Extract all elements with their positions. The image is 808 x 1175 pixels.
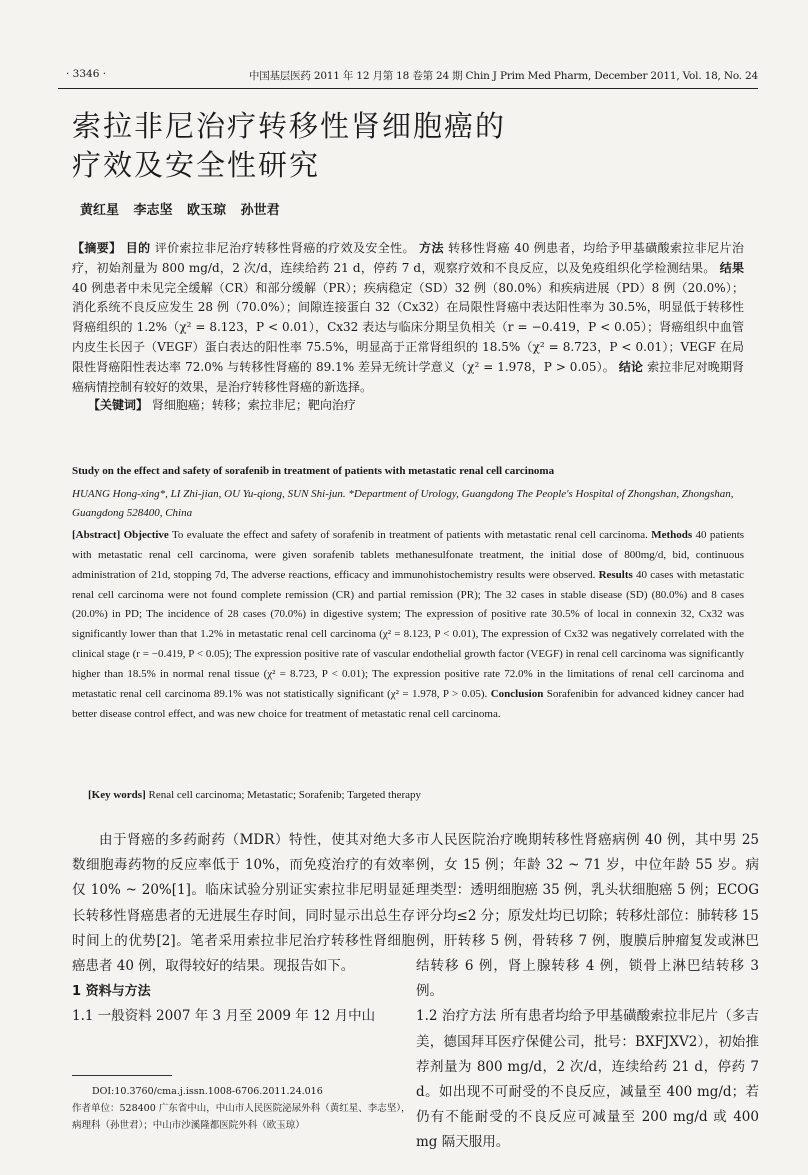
objective-en: To evaluate the effect and safety of sorafenib in treatment of patients with metastatic renal cell carcinoma. xyxy=(171,529,648,541)
methods-label-cn: 方法 xyxy=(419,241,444,255)
keywords-en xyxy=(88,789,421,801)
article-title-line2: 疗效及安全性研究 xyxy=(72,148,321,182)
results-cn: 40 例患者中未见完全缓解（CR）和部分缓解（PR）；疾病稳定（SD）32 例（80.0%）和疾病进展（PD）8 例（20.0%）；消化系统不良反应发生 28 例（70.0%）；间隙连接蛋白 32（Cx32）在局限性肾癌中表达阳性率为 30.5%，明显低于转移性肾癌组织的 1.2%（χ² = 8.123，P < 0.01），Cx32 表达与临床分期呈负相关（r = −0.419，P < 0.05）；肾癌组织中血管内皮生长因子（VEGF）蛋白表达的阳性率 75.5%，明显高于正常肾组织的 18.5%（χ² = 8.723，P < 0.01）；VEGF 在局限性肾癌阳性表达率 72.0% 与转移性肾癌的 89.1% 差异无统计学意义（χ² = 1.978，P > 0.05）。 xyxy=(72,280,744,374)
author-affiliation: 作者单位：528400 广东省中山，中山市人民医院泌尿外科（黄红星、李志坚），病理科（孙世君）；中山市沙溪隆都医院外科（欧玉琼） xyxy=(72,1103,411,1131)
conclusion-label-cn: 结论 xyxy=(618,359,644,374)
abstract-cn xyxy=(72,239,744,397)
author-list-cn: 黄红星 李志坚 欧玉琼 孙世君 xyxy=(80,203,280,218)
results-label-en: Results xyxy=(598,568,633,581)
footnote-divider xyxy=(72,1075,172,1076)
article-title-line1: 索拉非尼治疗转移性肾细胞癌的 xyxy=(72,109,507,143)
treatment-paragraph: 1.2 治疗方法 所有患者均给予甲基磺酸索拉非尼片（多吉美，德国拜耳医疗保健公司，批号：BXFJXV2），初始推荐剂量为 800 mg/d，2 次/d，连续给药 21 d，停药 7 d。如出现不可耐受的不良反应，减量至 400 mg/d；若仍有不能耐受的不良反应可减量至 200 mg/d 或 400 mg 隔天服用。 xyxy=(416,1008,759,1151)
abstract-en xyxy=(72,526,744,724)
keywords-en-label: [Key words] xyxy=(88,789,146,801)
body-column-left xyxy=(72,828,415,1030)
methods-label-en: Methods xyxy=(651,529,693,541)
keywords-cn xyxy=(88,396,356,413)
abstract-cn-label: 【摘要】 xyxy=(72,241,122,255)
results-label-cn: 结果 xyxy=(719,260,744,275)
conclusion-cn: 索拉非尼对晚期肾癌病情控制有较好的效果，是治疗转移性肾癌的新选择。 xyxy=(72,359,744,394)
conclusion-en: Sorafenibin for advanced kidney cancer had better disease control effect, and was new choice for treatment of metastatic renal cell carcinoma. xyxy=(72,687,744,720)
conclusion-label-en: Conclusion xyxy=(490,687,544,700)
english-title: Study on the effect and safety of sorafenib in treatment of patients with metastatic renal cell carcinoma xyxy=(72,465,555,477)
footnote xyxy=(72,1083,412,1134)
objective-label-en: Objective xyxy=(123,529,169,541)
running-title: 中国基层医药 2011 年 12 月第 18 卷第 24 期 Chin J Prim Med Pharm, December 2011, Vol. 18, No. 24 xyxy=(248,70,758,82)
subsection-general-data: 1.1 一般资料 2007 年 3 月至 2009 年 12 月中山 xyxy=(72,1008,376,1025)
abstract-en-label: [Abstract] xyxy=(72,529,121,541)
body-column-right xyxy=(416,828,759,1156)
page-number: · 3346 · xyxy=(66,68,107,80)
section-heading-methods: 1 资料与方法 xyxy=(72,984,151,1000)
keywords-cn-text: 肾细胞癌；转移；索拉非尼；靶向治疗 xyxy=(151,398,356,412)
english-authors: HUANG Hong-xing*, LI Zhi-jian, OU Yu-qiong, SUN Shi-jun. *Department of Urology, Guangdong The People's Hospital of Zhongshan, Zhongshan, Guangdong 528400, China xyxy=(72,488,734,519)
keywords-cn-label: 【关键词】 xyxy=(88,398,149,412)
article-title xyxy=(72,107,506,185)
objective-label-cn: 目的 xyxy=(125,241,151,255)
methods-en: 40 patients with metastatic renal cell carcinoma, were given sorafenib tablets methanesulfonate treatment, the initial dose of 800mg/d, bid, continuous administration of 21d, stopping 7d, The adverse reactions, efficacy and immunohistochemistry results were observed. xyxy=(72,529,745,581)
keywords-en-text: Renal cell carcinoma; Metastatic; Sorafenib; Targeted therapy xyxy=(148,789,421,801)
intro-paragraph: 由于肾癌的多药耐药（MDR）特性，使其对绝大多数细胞毒药物的反应率低于 10%，而免疫治疗的有效率仅 10% ~ 20%[1]。临床试验分别证实索拉非尼明显延长转移性肾癌患者的无进展生存时间，同时显示出总生存时间上的优势[2]。笔者采用索拉非尼治疗转移性肾细胞癌患者 40 例，取得较好的结果。现报告如下。 xyxy=(72,832,415,975)
running-header xyxy=(58,66,758,89)
methods-cn: 转移性肾癌 40 例患者，均给予甲基磺酸索拉非尼片治疗，初始剂量为 800 mg/d，2 次/d，连续给药 21 d，停药 7 d，观察疗效和不良反应，以及免疫组织化学检测结果。 xyxy=(72,241,744,275)
patients-paragraph: 市人民医院治疗晚期转移性肾癌病例 40 例，其中男 25 例，女 15 例；年龄 32 ~ 71 岁，中位年龄 55 岁。病理类型：透明细胞癌 35 例，乳头状细胞癌 5 例；ECOG 评分均≤2 分；原发灶均已切除；转移灶部位：肺转移 15 例，肝转移 5 例，骨转移 7 例，腹膜后肿瘤复发或淋巴结转移 6 例，肾上腺转移 4 例，锁骨上淋巴结转移 3 例。 xyxy=(416,832,759,1000)
results-en: 40 cases with metastatic renal cell carcinoma were not found complete remission (CR) and partial remission (PR); The 32 cases in stable disease (SD) (80.0%) and 8 cases (20.0%) in PD; The incidence of 28 cases (70.0%) in digestive system; The expression of positive rate 30.5% of local in connexin 32, Cx32 was significantly lower than that 1.2% in metastatic renal cell carcinoma (χ² = 8.123, P < 0.01), The expression of Cx32 was negatively correlated with the clinical stage (r = −0.419, P < 0.05); The expression positive rate of vascular endothelial growth factor (VEGF) in renal cell carcinoma was significantly higher than 18.5% in normal renal tissue (χ² = 8.723, P < 0.01); The expression positive rate 72.0% in the limitations of renal cell carcinoma and metastatic renal cell carcinoma 89.1% was not statistically significant (χ² = 1.978, P > 0.05). xyxy=(72,568,745,700)
doi: DOI:10.3760/cma.j.issn.1008-6706.2011.24.016 xyxy=(92,1086,323,1097)
objective-cn: 评价索拉非尼治疗转移性肾癌的疗效及安全性。 xyxy=(154,241,415,255)
